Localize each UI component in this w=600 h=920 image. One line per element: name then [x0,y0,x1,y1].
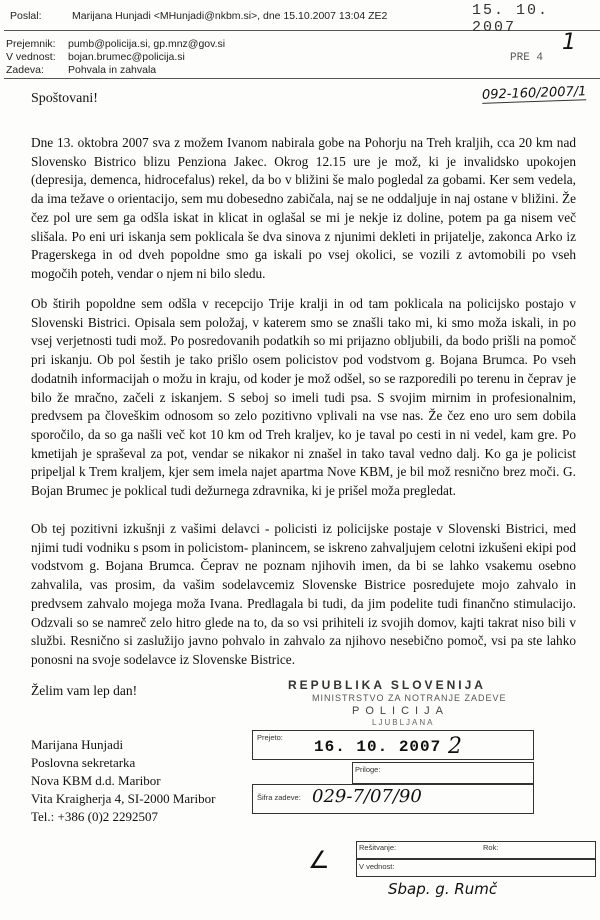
to-value: pumb@policija.si, gp.mnz@gov.si [68,38,226,50]
cc-row [6,51,185,63]
handwritten-mark: 1 [562,30,576,55]
from-value: Marijana Hunjadi <MHunjadi@nkbm.si>, dne 15.10.2007 13:04 ZE2 [72,10,388,22]
stamp-resolve-box [356,841,596,859]
closing-line: Želim vam lep dan! [31,683,138,698]
stamp-city: LJUBLJANA [372,718,435,727]
subject-label: Zadeva: [6,64,44,76]
stamp-class-value: 029-7/07/90 [312,786,422,807]
stamp-received-date: 16. 10. 2007 [314,738,442,756]
stamp-count: 2 [448,734,462,759]
from-label: Poslal: [10,10,42,22]
stamp-resolve-label: Rešitvanje: [359,843,397,852]
from-row [10,10,387,22]
received-date-stamp: 15. 10. 2007 [472,2,550,36]
handwritten-initial: ∠ [308,846,330,874]
stamp-entered-label: V vednost: [359,862,395,871]
stamp-attachments-label: Priloge: [355,765,381,774]
prefix-mark: PRE 4 [510,52,544,64]
stamp-deadline-label: Rok: [483,843,499,852]
signature-name: Marijana Hunjadi [31,737,124,752]
stamp-received-label: Prejeto: [257,733,283,742]
subject-row [6,64,156,76]
signature-company: Nova KBM d.d. Maribor [31,773,161,788]
body-paragraph-3: Ob tej pozitivni izkušnji z vašimi delavci - policisti iz policijske postaje v Slovenski Bistrici, med njimi tudi vodniku s psom in policistom- planincem, se iskreno zahvaljujem celotni izkušeni ekipi pod vodstvom g. Bojana Brumca. Čeprav ne poznam njihovih imen, da bi se lahko vsakemu osebno zahvalila, vas prosim, da vašim sodelavcemiz Slovenske Bistrice posredujete mojo zahvalo in predvsem zahvalo mojega moža Ivana. Predlagala bi tudi, da jim podelite tudi finančno stimulacijo. Odzvali so se namreč zelo hitro glede na to, da so vsi prihiteli iz svojih domov, kajti takrat niso bili v službi. Resnično si zaslužijo javno pohvalo in zahvalo za njihovo nesebično pomoč, vsi pa ste lahko ponosni na svoje sodelavce iz Slovenske Bistrice. [31,521,576,667]
stamp-class-label: Šifra zadeve: [257,793,301,802]
header-divider-bottom [4,78,600,79]
handwritten-reference-number: 092-160/2007/1 [481,84,587,103]
stamp-org: POLICIJA [352,705,449,717]
handwritten-signature: Sbap. g. Rumč [388,880,498,898]
to-row [6,38,225,50]
signature-phone: Tel.: +386 (0)2 2292507 [31,809,159,824]
stamp-subtitle: MINISTRSTVO ZA NOTRANJE ZADEVE [312,693,507,703]
stamp-attachments-box [352,762,534,784]
greeting: Spoštovani! [31,91,98,106]
stamp-title: REPUBLIKA SLOVENIJA [288,678,486,692]
to-label: Prejemnik: [6,38,56,50]
cc-label: V vednost: [6,51,56,63]
signature-title: Poslovna sekretarka [31,755,136,770]
stamp-entered-box [356,859,596,877]
body-paragraph-1: Dne 13. oktobra 2007 sva z možem Ivanom nabirala gobe na Pohorju na Treh kraljih, cca 20 km nad Slovensko Bistrico blizu Penziona Jakec. Okrog 12.15 ure je mož, ki je invalidsko upokojen (depresija, demenca, hidrocefalus) rekel, da bo v bližini še malo pogledal za gobami. Ker sem vedela, da ima težave o orientacijo, sem mu dobesedno zabičala, naj se ne oddaljuje in naj ostane v bližini. Že čez pol ure sem ga odšla iskat in klicat in oglašal se mi je nekje iz doline, potem pa ga nisem več slišala. Po eni uri iskanja sem poklicala še dva sinova z njunimi dekleti in prijatelje, zakonca Arko iz Pragerskega in od dveh popoldne smo ga iskali po vsej okolici, se vozili z avtomobili po vseh mogočih poteh, vendar o njem ni bilo sledu. [31,135,576,281]
body-paragraph-2: Ob štirih popoldne sem odšla v recepcijo Trije kralji in od tam poklicala na policijsko postajo v Slovenski Bistrici. Opisala sem položaj, v katerem smo se znašli tako mi, ki smo moža iskali, in po vsej verjetnosti tudi mož. Po posredovanih podatkih so mi prijazno obljubili, da bodo prišli na pomoč pri iskanju. Ob pol šestih je tako prišlo osem policistov pod vodstvom g. Bojana Brumca. Po vseh dodatnih informacijah o možu in kraju, od koder je mož odšel, so se razporedili po terenu in čeprav je bilo že mračno, začeli z iskanjem. S seboj so imeli tudi psa. S svojim mirnim in profesionalnim, predvsem pa človeškim odnosom so zelo pozitivno vplivali na vse nas. Že čez eno uro sem dobila sporočilo, da so ga našli več kot 10 km od Treh kraljev, ko je taval po cesti in ni vedel, kam gre. Po kmetijah je spraševal za pot, vendar se nikakor ni znašel in tako taval vedno dalj. Ko ga je policist pripeljal k Trem kraljem, kjer sem imela najet apartma Nove KBM, je bil mož resnično brez moči. G. Bojan Brumec je poklical tudi dežurnega zdravnika, ki je prišel moža pregledat. [31,296,576,499]
registry-stamp [252,676,598,876]
cc-value: bojan.brumec@policija.si [68,51,185,63]
signature-address: Vita Kraigherja 4, SI-2000 Maribor [31,791,216,806]
subject-value: Pohvala in zahvala [68,64,157,76]
